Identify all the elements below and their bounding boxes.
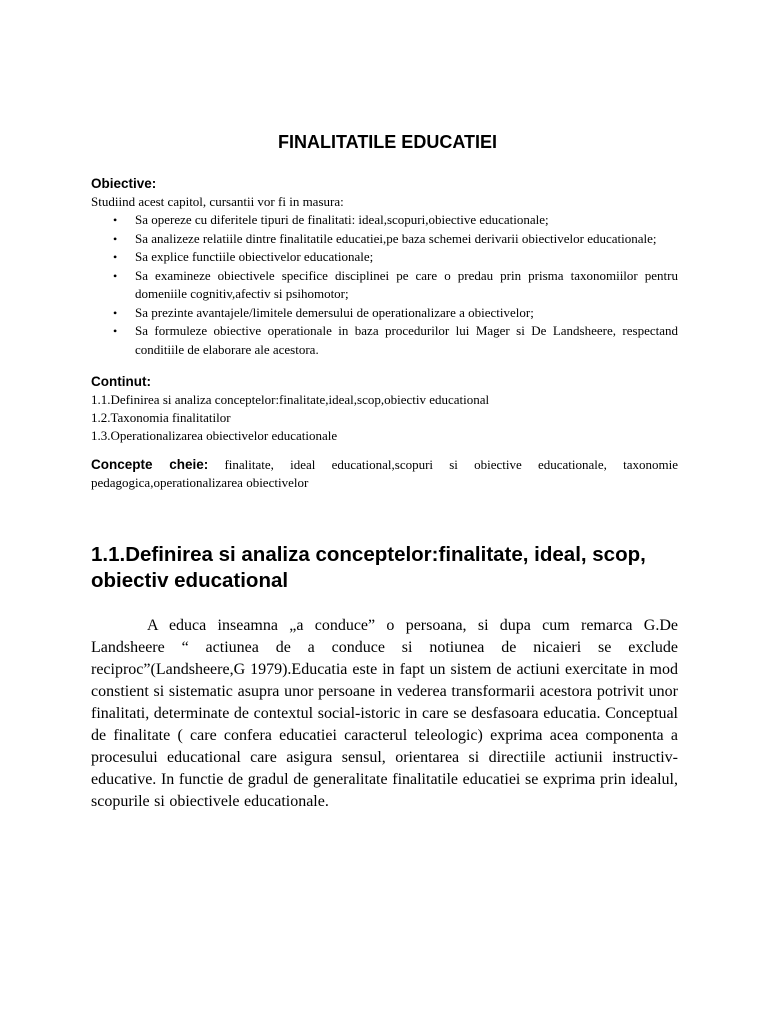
content-heading: Continut: (91, 374, 151, 389)
objectives-intro: Studiind acest capitol, cursantii vor fi in masura: (91, 194, 344, 209)
section-heading: 1.1.Definirea si analiza conceptelor:finalitate, ideal, scop, obiectiv educational (91, 543, 646, 592)
bullet-icon: • (113, 231, 118, 246)
bullet-icon: • (113, 250, 118, 264)
document-title: FINALITATILE EDUCATIEI (278, 132, 497, 152)
content-section (91, 373, 678, 445)
objectives-heading: Obiective: (91, 176, 157, 191)
bullet-icon: • (113, 213, 118, 227)
list-item (91, 322, 678, 359)
content-item: 1.1.Definirea si analiza conceptelor:finalitate,ideal,scop,obiectiv educational (91, 392, 490, 407)
key-concepts-label: Concepte cheie: (91, 457, 209, 472)
list-item (91, 267, 678, 304)
list-item (91, 304, 678, 323)
content-item: 1.2.Taxonomia finalitatilor (91, 410, 231, 425)
bullet-icon: • (113, 305, 118, 320)
list-item-text: Sa explice functiile obiectivelor educationale; (135, 249, 374, 264)
content-item: 1.3.Operationalizarea obiectivelor educationale (91, 428, 338, 443)
key-concepts (91, 456, 678, 492)
list-item-text: Sa analizeze relatiile dintre finalitatile educatiei,pe baza schemei derivarii obiectivelor educationale; (135, 230, 657, 246)
section-paragraph: A educa inseamna „a conduce” o persoana, si dupa cum remarca G.De Landsheere “ actiunea de a conduce si notiunea de nicaieri se exclude reciproc”(Landsheere,G 1979).Educatia este in fapt un sistem de actiuni exercitate in mod constient si sistematic asupra unor persoane in vederea transformarii acestora potrivit unor finalitati, determinate de contextul social-istoric in care se desfasoara educatia. Conceptual de finalitate ( care confera educatiei caracterul teleologic) exprima acea componenta a procesului educational care asigura sensul, orientarea si directiile actiunii instructiv-educative. In functie de gradul de generalitate finalitatile educatiei se exprima prin idealul, scopurile si obiectivele educationale. (91, 617, 678, 810)
list-item-text: Sa prezinte avantajele/limitele demersului de operationalizare a obiectivelor; (135, 304, 534, 320)
objectives-list (91, 211, 678, 359)
objectives-section (91, 175, 678, 359)
list-item-text: Sa formuleze obiective operationale in baza procedurilor lui Mager si De Landsheere, respectand conditiile de elaborare ale acestora. (135, 323, 678, 357)
list-item (91, 211, 678, 230)
list-item (91, 248, 678, 267)
list-item (91, 230, 678, 249)
key-concepts-text: finalitate, ideal educational,scopuri si obiective educationale, taxonomie pedagogica,operationalizarea obiectivelor (91, 457, 679, 490)
bullet-icon: • (113, 324, 118, 338)
list-item-text: Sa examineze obiectivele specifice disciplinei pe care o predau prin prisma taxonomiilor pentru domeniile cognitiv,afectiv si psihomotor; (135, 267, 678, 301)
bullet-icon: • (113, 268, 118, 283)
list-item-text: Sa opereze cu diferitele tipuri de finalitati: ideal,scopuri,obiective educationale; (135, 212, 549, 227)
document-content (91, 128, 678, 813)
